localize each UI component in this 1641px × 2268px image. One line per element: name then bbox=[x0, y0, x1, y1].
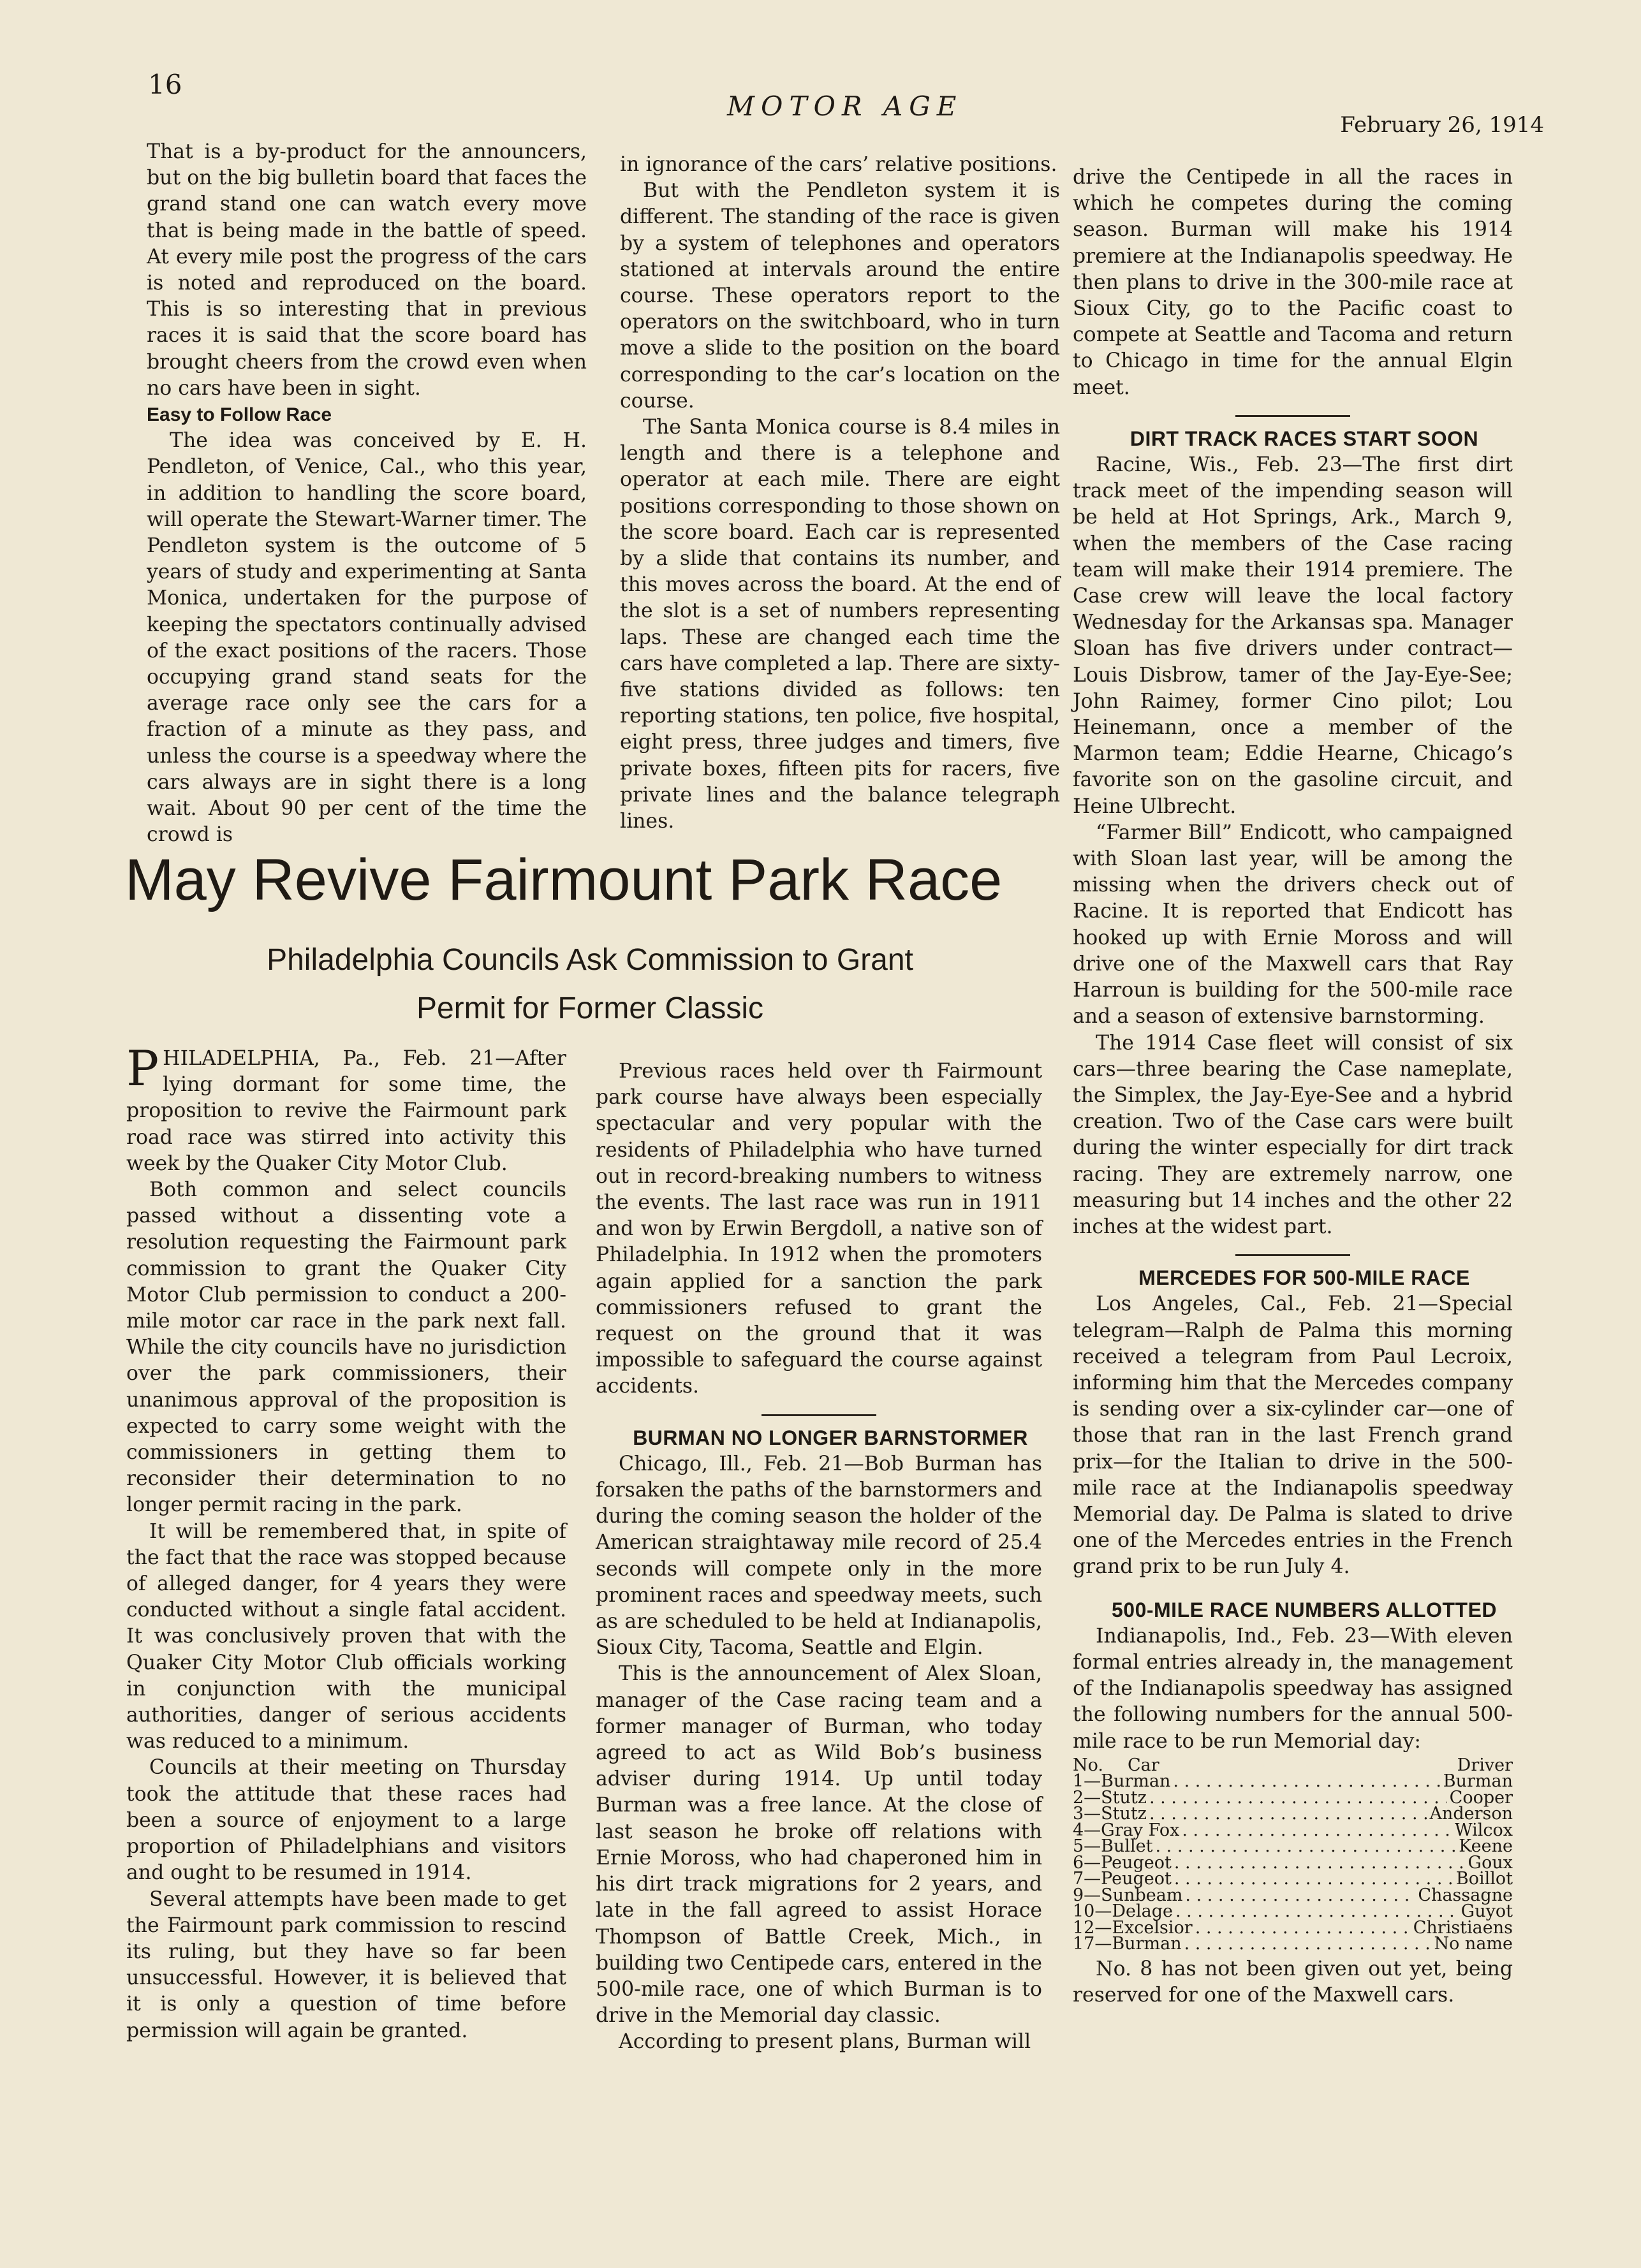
column-3 bbox=[1073, 165, 1513, 2008]
header-driver: Driver bbox=[1457, 1755, 1513, 1775]
section-title-burman: BURMAN NO LONGER BARNSTORMER bbox=[633, 1426, 1028, 1449]
table-row: 5—Bullet . . . Keene bbox=[1073, 1838, 1513, 1855]
column-2-top bbox=[620, 152, 1060, 835]
section-rule bbox=[1235, 415, 1350, 417]
paragraph: But with the Pendleton system it is different. The standing of the race is given by a system of telephones and operators stationed at intervals around the entire course. These operators report to the operators on the switchboard, who in turn move a slide to the position on the board corresponding to the car’s location on the course. bbox=[620, 179, 1060, 413]
drop-cap: P bbox=[126, 1040, 159, 1097]
paragraph: in ignorance of the cars’ relative positions. bbox=[620, 153, 1057, 176]
section-title-mercedes: MERCEDES FOR 500-MILE RACE bbox=[1138, 1266, 1470, 1290]
paragraph: PHILADELPHIA, Pa., Feb. 21—After lying dormant for some time, the proposition to revive the Fairmount park road race was stirred into activity this week by the Quaker City Motor Club. bbox=[126, 1040, 566, 1175]
table-row: 9—Sunbeam . . . Chassagne bbox=[1073, 1887, 1513, 1904]
table-row: 6—Peugeot . . . Goux bbox=[1073, 1855, 1513, 1871]
paragraph: The 1914 Case fleet will consist of six cars—three bearing the Case nameplate, the Simplex, the Jay-Eye-See and a hybrid creation. Two of the Case cars were built during the winter especially for dirt track racing. They are extremely narrow, one measuring but 14 inches and the other 22 inches at the widest part. bbox=[1073, 1031, 1513, 1238]
paragraph: No. 8 has not been given out yet, being reserved for one of the Maxwell cars. bbox=[1073, 1957, 1513, 2007]
article-headline: May Revive Fairmount Park Race bbox=[125, 847, 1003, 912]
article-subheadline bbox=[166, 936, 1014, 1033]
paragraph: Racine, Wis., Feb. 23—The first dirt track meet of the impending season will be held at Hot Springs, Ark., March 9, when the members of the Case racing team will make their 1914 premiere. The Case crew will leave the local factory Wednesday for the Arkansas spa. Manager Sloan has five drivers under contract—Louis Disbrow, tamer of the Jay-Eye-See; John Raimey, former Cino pilot; Lou Heinemann, once a member of the Marmon team; Eddie Hearne, Chicago’s favorite son on the gasoline circuit, and Heine Ulbrecht. bbox=[1073, 453, 1513, 818]
race-numbers-table bbox=[1073, 1757, 1513, 1952]
paragraph: Chicago, Ill., Feb. 21—Bob Burman has forsaken the paths of the barnstormers and during the coming season the holder of the American straightaway mile record of 25.4 seconds will compete only in the more prominent races and speedway meets, such as are scheduled to be held at Indianapolis, Sioux City, Tacoma, Seattle and Elgin. bbox=[596, 1452, 1042, 1660]
paragraph: drive the Centipede in all the races in which he competes during the coming season. Burman will make his 1914 premiere at the Indianapolis speedway. He then plans to drive in the 300-mile race at Sioux City, go to the Pacific coast to compete at Seattle and Tacoma and return to Chicago in time for the annual Elgin meet. bbox=[1073, 166, 1513, 399]
paragraph: The Santa Monica course is 8.4 miles in length and there is a telephone and operator at each mile. There are eight positions corresponding to those shown on the score board. Each car is represented by a slide that contains its number, and this moves across the board. At the end of the slot is a set of numbers representing laps. These are changed each time the cars have completed a lap. There are sixty-five stations divided as follows: ten reporting stations, ten police, five hospital, eight press, three judges and timers, five private boxes, fifteen pits for racers, five private lines and the balance telegraph lines. bbox=[620, 416, 1060, 833]
paragraph: “Farmer Bill” Endicott, who campaigned with Sloan last year, will be among the missing when the drivers check out of Racine. It is reported that Endicott has hooked up with Ernie Moross and will drive one of the Maxwell cars that Ray Harroun is building for the 500-mile race and a season of extensive barnstorming. bbox=[1073, 821, 1513, 1028]
article-column-1 bbox=[126, 1040, 566, 2044]
header-car: Car bbox=[1128, 1755, 1159, 1775]
subheadline-line-1: Philadelphia Councils Ask Commission to Grant bbox=[267, 943, 913, 977]
paragraph: Previous races held over th Fairmount park course have always been especially spectacular and very popular with the residents of Philadelphia who have turned out in record-breaking numbers to witness the events. The last race was run in 1911 and won by Erwin Bergdoll, a native son of Philadelphia. In 1912 when the promoters again applied for a sanction the park commissioners refused to grant the request on the ground that it was impossible to safeguard the course against accidents. bbox=[596, 1060, 1042, 1398]
table-row: 2—Stutz . . . Cooper bbox=[1073, 1790, 1513, 1806]
table-row: 12—Excelsior . . . Christiaens bbox=[1073, 1920, 1513, 1936]
table-row: 10—Delage . . . Guyot bbox=[1073, 1903, 1513, 1920]
issue-date: February 26, 1914 bbox=[1340, 112, 1544, 138]
section-title-race-numbers: 500-MILE RACE NUMBERS ALLOTTED bbox=[1111, 1598, 1498, 1621]
column-1-top bbox=[147, 139, 587, 848]
running-head: MOTOR AGE bbox=[727, 91, 963, 122]
paragraph: Indianapolis, Ind., Feb. 23—With eleven formal entries already in, the management of the Indianapolis speedway has assigned the following numbers for the annual 500-mile race to be run Memorial day: bbox=[1073, 1624, 1513, 1753]
paragraph: This is the announcement of Alex Sloan, manager of the Case racing team and a former manager of Burman, who today agreed to act as Wild Bob’s business adviser during 1914. Up until today Burman was a free lance. At the close of last season he broke off relations with Ernie Moross, who had chaperoned him in his dirt track migrations for 2 years, and late in the fall agreed to assist Horace Thompson of Battle Creek, Mich., in building two Centipede cars, entered in the 500-mile race, one of which Burman is to drive in the Memorial day classic. bbox=[596, 1662, 1042, 2028]
subheadline-line-2: Permit for Former Classic bbox=[416, 991, 764, 1025]
table-row: 1—Burman . . . Burman bbox=[1073, 1773, 1513, 1790]
table-row: 3—Stutz . . . Anderson bbox=[1073, 1806, 1513, 1822]
section-title-dirt-track: DIRT TRACK RACES START SOON bbox=[1130, 427, 1479, 450]
section-rule bbox=[762, 1414, 876, 1416]
paragraph: It will be remembered that, in spite of the fact that the race was stopped because of alleged danger, for 4 years they were conducted without a single fatal accident. It was conclusively proven that with the Quaker City Motor Club officials working in conjunction with the municipal authorities, danger of serious accidents was reduced to a minimum. bbox=[126, 1519, 566, 1753]
paragraph: According to present plans, Burman will bbox=[619, 2030, 1031, 2054]
table-row: 4—Gray Fox . . . Wilcox bbox=[1073, 1822, 1513, 1839]
paragraph: That is a by-product for the announcers, but on the big bulletin board that faces the grand stand one can watch every move that is being made in the battle of speed. At every mile post the progress of the cars is noted and reproduced on the board. This is so interesting that in previous races it is said that the score board has brought cheers from the crowd even when no cars have been in sight. bbox=[147, 140, 587, 400]
article-column-2 bbox=[596, 1058, 1042, 2056]
table-row: 17—Burman . . . No name bbox=[1073, 1936, 1513, 1952]
paragraph: Los Angeles, Cal., Feb. 21—Special telegram—Ralph de Palma this morning received a telegram from Paul Lecroix, informing him that the Mercedes company is sending over a six-cylinder car—one of those that ran in the last French grand prix—for the Italian to drive in the 500-mile race at the Indianapolis speedway Memorial day. De Palma is slated to drive one of the Mercedes entries in the French grand prix to be run July 4. bbox=[1073, 1292, 1513, 1579]
paragraph: Several attempts have been made to get the Fairmount park commission to rescind its ruling, but they have so far been unsuccessful. However, it is believed that it is only a question of time before permission will again be granted. bbox=[126, 1887, 566, 2042]
paragraph: Councils at their meeting on Thursday took the attitude that these races had been a source of enjoyment to a large proportion of Philadelphians and visitors and ought to be resumed in 1914. bbox=[126, 1756, 566, 1885]
section-rule bbox=[1235, 1254, 1350, 1256]
table-row: 7—Peugeot . . . Boillot bbox=[1073, 1871, 1513, 1887]
paragraph: The idea was conceived by E. H. Pendleton, of Venice, Cal., who this year, in addition to handling the score board, will operate the Stewart-Warner timer. The Pendleton system is the outcome of 5 years of study and experimenting at Santa Monica, undertaken for the purpose of keeping the spectators continually advised of the exact positions of the racers. Those occupying grand stand seats for the average race only see the cars for a fraction of a minute as they pass, and unless the course is a speedway where the cars always are in sight there is a long wait. About 90 per cent of the time the crowd is bbox=[147, 429, 587, 847]
subhead-easy-to-follow: Easy to Follow Race bbox=[147, 404, 332, 426]
header-no: No. bbox=[1073, 1755, 1103, 1775]
page-number: 16 bbox=[148, 69, 182, 100]
paragraph: Both common and select councils passed without a dissenting vote a resolution requesting the Fairmount park commission to grant the Quaker City Motor Club permission to conduct a 200-mile motor car race in the park next fall. While the city councils have no jurisdiction over the park commissioners, their unanimous approval of the proposition is expected to carry some weight with the commissioners in getting them to reconsider their determination to no longer permit racing in the park. bbox=[126, 1178, 566, 1517]
